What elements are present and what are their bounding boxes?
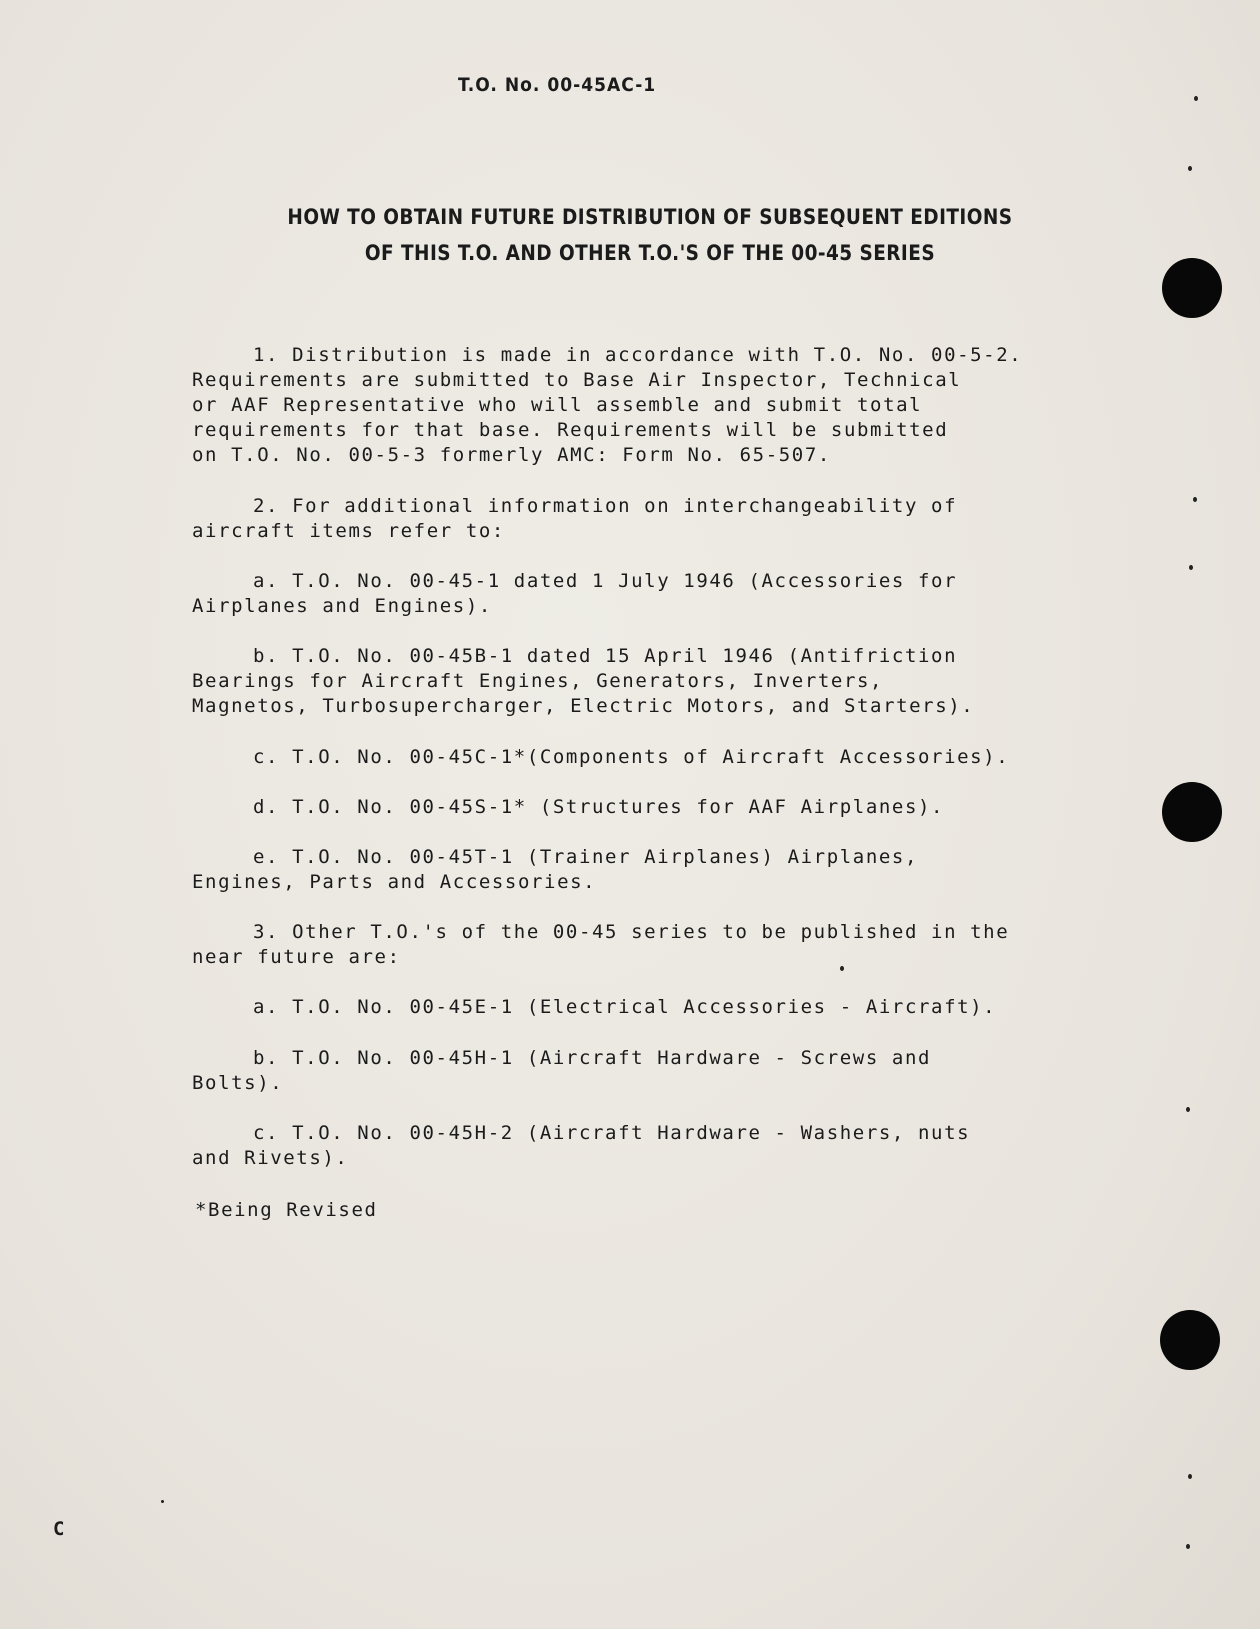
list-item-3a: a. T.O. No. 00-45E-1 (Electrical Accessories - Aircraft). — [253, 996, 997, 1018]
list-item-line: c. T.O. No. 00-45H-2 (Aircraft Hardware - Washers, nuts — [253, 1122, 971, 1144]
scan-speck — [1193, 497, 1197, 502]
scan-speck — [1188, 166, 1192, 171]
list-item-line: e. T.O. No. 00-45T-1 (Trainer Airplanes) Airplanes, — [253, 846, 918, 868]
paragraph-2-line: aircraft items refer to: — [192, 520, 505, 542]
punch-hole — [1160, 1310, 1220, 1370]
list-item-line: b. T.O. No. 00-45B-1 dated 15 April 1946 (Antifriction — [253, 645, 958, 667]
list-item-line: Engines, Parts and Accessories. — [192, 871, 597, 893]
paragraph-1-line: on T.O. No. 00-5-3 formerly AMC: Form No. 65-507. — [192, 444, 831, 466]
scan-speck — [1189, 565, 1193, 570]
list-item-line: Magnetos, Turbosupercharger, Electric Motors, and Starters). — [192, 695, 975, 717]
list-item-line: b. T.O. No. 00-45H-1 (Aircraft Hardware - Screws and — [253, 1047, 932, 1069]
document-title-line-1: HOW TO OBTAIN FUTURE DISTRIBUTION OF SUBSEQUENT EDITIONS — [287, 205, 1013, 229]
paragraph-1-line: requirements for that base. Requirements will be submitted — [192, 419, 949, 441]
document-title-line-2: OF THIS T.O. AND OTHER T.O.'S OF THE 00-45 SERIES — [364, 241, 936, 265]
corner-mark: C — [53, 1518, 65, 1540]
scan-speck — [840, 966, 844, 971]
list-item-line: Bearings for Aircraft Engines, Generators, Inverters, — [192, 670, 884, 692]
paragraph-3-line: near future are: — [192, 946, 401, 968]
paragraph-1-line: or AAF Representative who will assemble and submit total — [192, 394, 923, 416]
list-item-2c: c. T.O. No. 00-45C-1*(Components of Aircraft Accessories). — [253, 746, 1010, 768]
paragraph-2-line: 2. For additional information on interchangeability of — [253, 495, 958, 517]
paragraph-1-line: 1. Distribution is made in accordance with T.O. No. 00-5-2. — [253, 344, 1023, 366]
list-item-line: Airplanes and Engines). — [192, 595, 492, 617]
list-item-line: Bolts). — [192, 1072, 284, 1094]
paragraph-3-line: 3. Other T.O.'s of the 00-45 series to be published in the — [253, 921, 1010, 943]
punch-hole — [1162, 782, 1222, 842]
scan-speck — [161, 1500, 164, 1503]
document-code: T.O. No. 00-45AC-1 — [458, 74, 657, 96]
footnote: *Being Revised — [195, 1199, 378, 1221]
scan-speck — [1186, 1544, 1190, 1549]
scan-speck — [1188, 1474, 1192, 1479]
scan-speck — [1186, 1107, 1190, 1112]
punch-hole — [1162, 258, 1222, 318]
list-item-2d: d. T.O. No. 00-45S-1* (Structures for AAF Airplanes). — [253, 796, 945, 818]
list-item-line: and Rivets). — [192, 1147, 349, 1169]
list-item-line: a. T.O. No. 00-45-1 dated 1 July 1946 (Accessories for — [253, 570, 958, 592]
paragraph-1-line: Requirements are submitted to Base Air Inspector, Technical — [192, 369, 962, 391]
scan-speck — [1194, 96, 1198, 101]
